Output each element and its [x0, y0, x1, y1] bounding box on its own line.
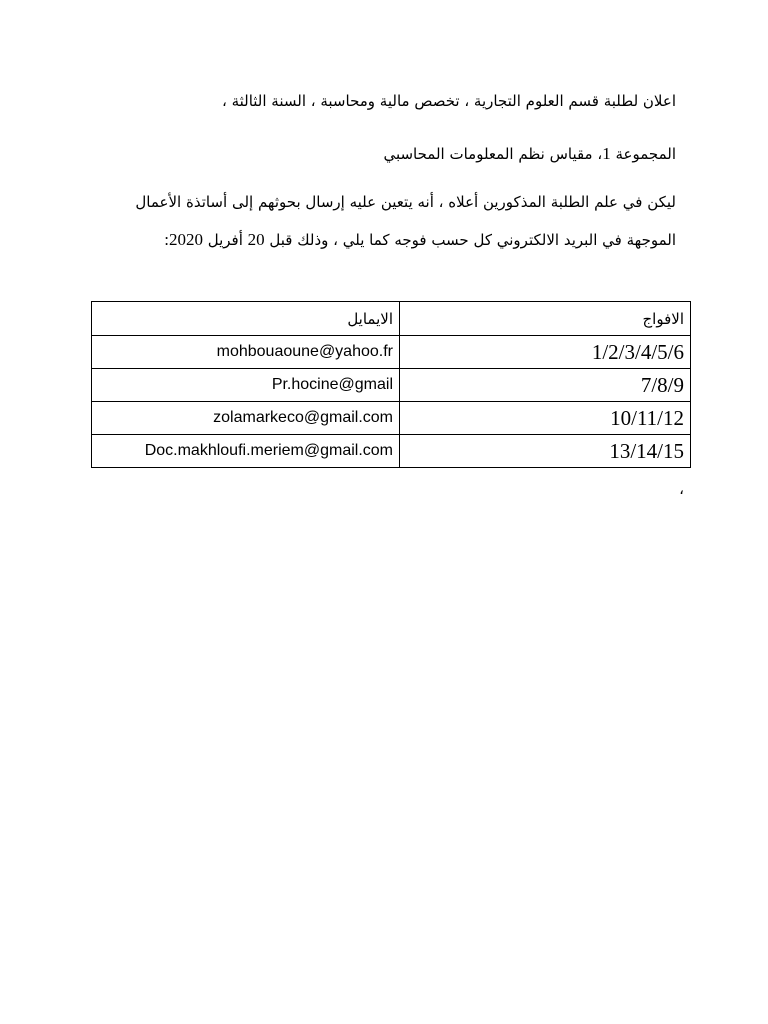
header-groups: الافواج	[400, 302, 691, 336]
announcement-title-line	[80, 92, 676, 110]
deadline-day: 20	[247, 230, 265, 249]
instruction-text-1: ليكن في علم الطلبة المذكورين أعلاه ، أنه يتعين عليه إرسال بحوثهم إلى أساتذة الأعمال	[135, 193, 676, 211]
table-header-row	[92, 302, 691, 336]
module-name: ، مقياس نظم المعلومات المحاسبي	[383, 145, 603, 163]
deadline-year: 2020:	[164, 230, 203, 249]
email-cell: Doc.makhloufi.meriem@gmail.com	[92, 435, 400, 468]
header-emails: الايمايل	[92, 302, 400, 336]
groups-cell: 7/8/9	[400, 369, 691, 402]
groups-cell: 10/11/12	[400, 402, 691, 435]
table-row	[92, 336, 691, 369]
table-row	[92, 369, 691, 402]
instruction-text-2: الموجهة في البريد الالكتروني كل حسب فوجه كما يلي ، وذلك قبل	[264, 231, 676, 249]
email-cell: Pr.hocine@gmail	[92, 369, 400, 402]
group-module-line	[80, 144, 676, 164]
email-cell: zolamarkeco@gmail.com	[92, 402, 400, 435]
instruction-line-2	[80, 230, 676, 250]
announcement-title: اعلان لطلبة قسم العلوم التجارية ، تخصص مالية ومحاسبة ، السنة الثالثة ،	[221, 92, 676, 110]
trailing-comma: ،	[679, 480, 684, 498]
table-row	[92, 435, 691, 468]
group-number: 1	[602, 144, 611, 163]
groups-cell: 13/14/15	[400, 435, 691, 468]
deadline-month: أفريل	[202, 231, 248, 249]
groups-email-table	[91, 301, 691, 468]
email-cell: mohbouaoune@yahoo.fr	[92, 336, 400, 369]
instruction-line-1	[80, 193, 676, 211]
groups-cell: 1/2/3/4/5/6	[400, 336, 691, 369]
table-row	[92, 402, 691, 435]
group-label: المجموعة	[610, 145, 676, 163]
